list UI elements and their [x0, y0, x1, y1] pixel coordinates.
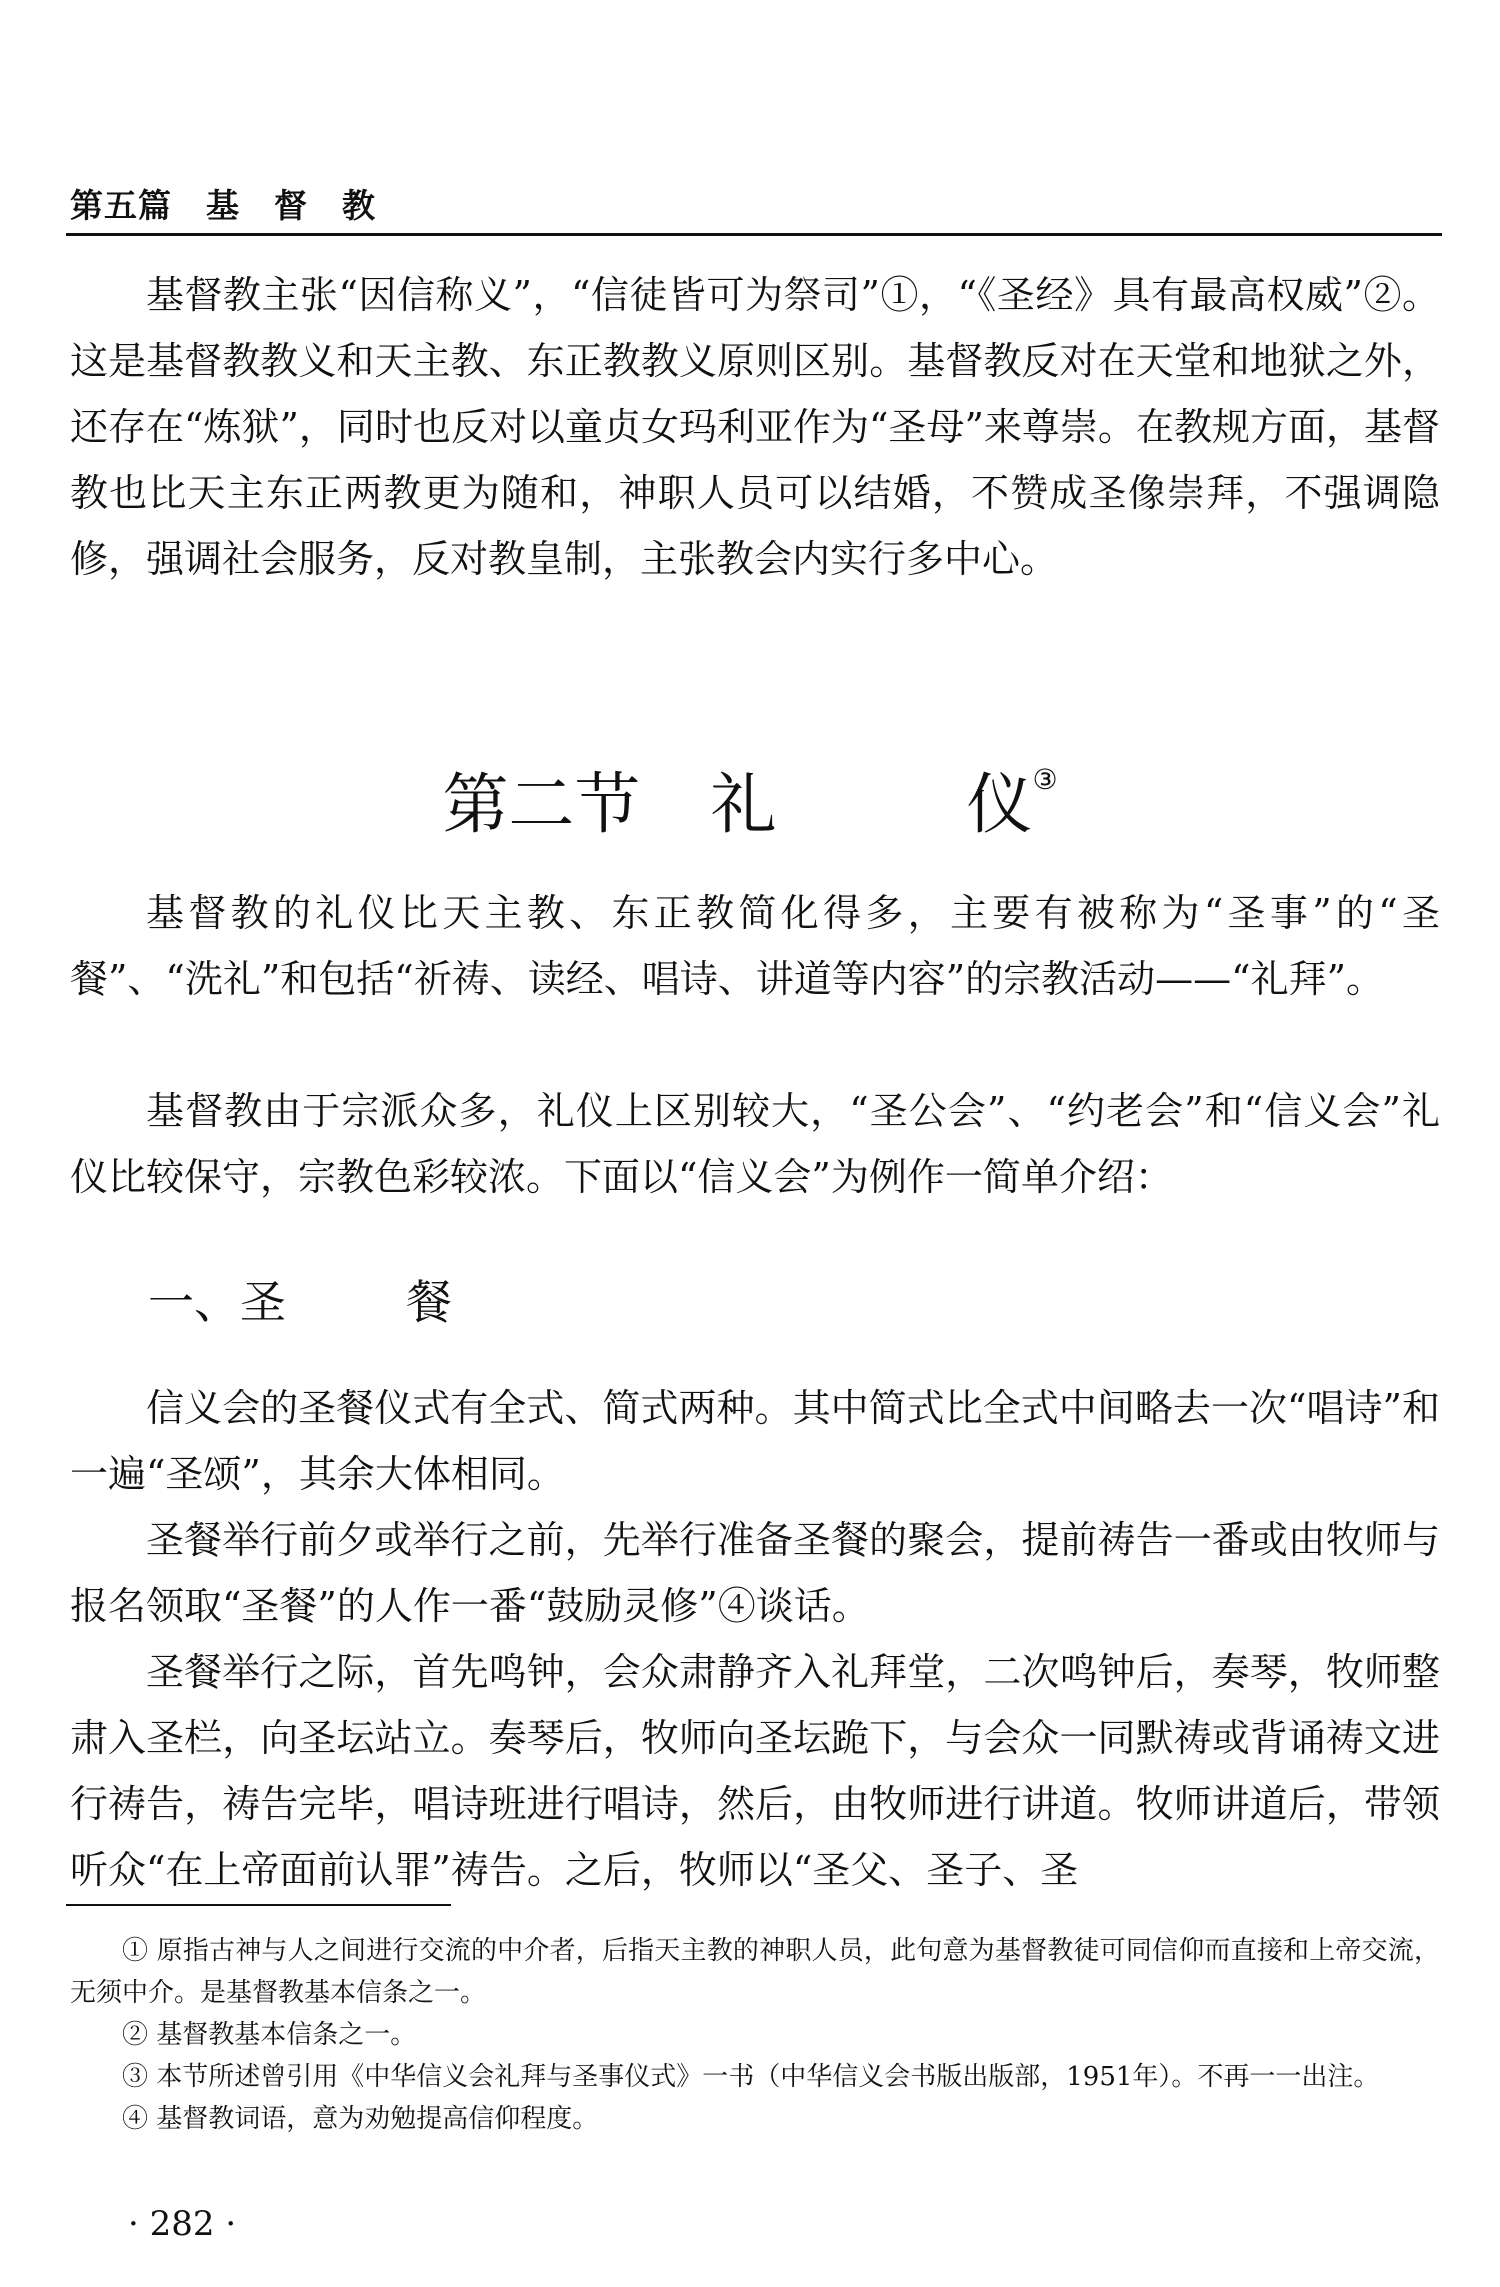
header-part: 第五篇: [70, 186, 172, 225]
footnote: ③ 本节所述曾引用《中华信义会礼拜与圣事仪式》一书（中华信义会书版出版部，1951年）。不再一一出注。: [122, 2062, 1380, 2092]
body-paragraph: 圣餐举行之际，首先鸣钟，会众肃静齐入礼拜堂，二次鸣钟后，奏琴，牧师整肃入圣栏，向圣坛站立。奏琴后，牧师向圣坛跪下，与会众一同默祷或背诵祷文进行祷告，祷告完毕，唱诗班进行唱诗，然后，由牧师进行讲道。牧师讲道后，带领听众“在上帝面前认罪”祷告。之后，牧师以“圣父、圣子、圣: [70, 1650, 1440, 1892]
running-header: [70, 180, 1440, 227]
footnotes: [70, 1930, 1440, 2140]
section-footnote-marker: ③: [1032, 763, 1058, 796]
section-heading-char: 仪: [966, 766, 1033, 843]
header-title-char: 基: [206, 186, 240, 225]
footnote-divider: [66, 1904, 451, 1906]
section-heading-char: 礼: [710, 766, 777, 843]
header-title-char: 教: [342, 186, 376, 225]
header-divider: [66, 233, 1442, 236]
subsection-char: 圣: [240, 1275, 286, 1329]
header-title-char: 督: [274, 186, 308, 225]
subsection-char: 餐: [406, 1275, 452, 1329]
body-paragraph: 基督教主张“因信称义”，“信徒皆可为祭司”①，“《圣经》具有最高权威”②。这是基督教教义和天主教、东正教教义原则区别。基督教反对在天堂和地狱之外，还存在“炼狱”，同时也反对以童贞女玛利亚作为“圣母”来尊崇。在教规方面，基督教也比天主东正两教更为随和，神职人员可以结婚，不赞成圣像崇拜，不强调隐修，强调社会服务，反对教皇制，主张教会内实行多中心。: [70, 273, 1440, 581]
footnote: ④ 基督教词语，意为劝勉提高信仰程度。: [122, 2104, 599, 2134]
subsection-heading: [148, 1272, 452, 1332]
footnote: ① 原指古神与人之间进行交流的中介者，后指天主教的神职人员，此句意为基督教徒可同信仰而直接和上帝交流，无须中介。是基督教基本信条之一。: [70, 1936, 1440, 2008]
section-heading: [0, 740, 1500, 845]
footnote: ② 基督教基本信条之一。: [122, 2020, 417, 2050]
body-paragraph: 圣餐举行前夕或举行之前，先举行准备圣餐的聚会，提前祷告一番或由牧师与报名领取“圣餐”的人作一番“鼓励灵修”④谈话。: [70, 1518, 1440, 1628]
subsection-number: 一、: [148, 1275, 240, 1329]
body-paragraph: 基督教由于宗派众多，礼仪上区别较大，“圣公会”、“约老会”和“信义会”礼仪比较保守，宗教色彩较浓。下面以“信义会”为例作一简单介绍：: [70, 1089, 1440, 1199]
body-paragraph: 基督教的礼仪比天主教、东正教简化得多，主要有被称为“圣事”的“圣餐”、“洗礼”和包括“祈祷、读经、唱诗、讲道等内容”的宗教活动——“礼拜”。: [70, 891, 1440, 1001]
page-number: · 282 ·: [128, 2204, 237, 2244]
body-paragraph: 信义会的圣餐仪式有全式、简式两种。其中简式比全式中间略去一次“唱诗”和一遍“圣颂”，其余大体相同。: [70, 1386, 1440, 1496]
section-heading-number: 第二节: [442, 766, 641, 843]
